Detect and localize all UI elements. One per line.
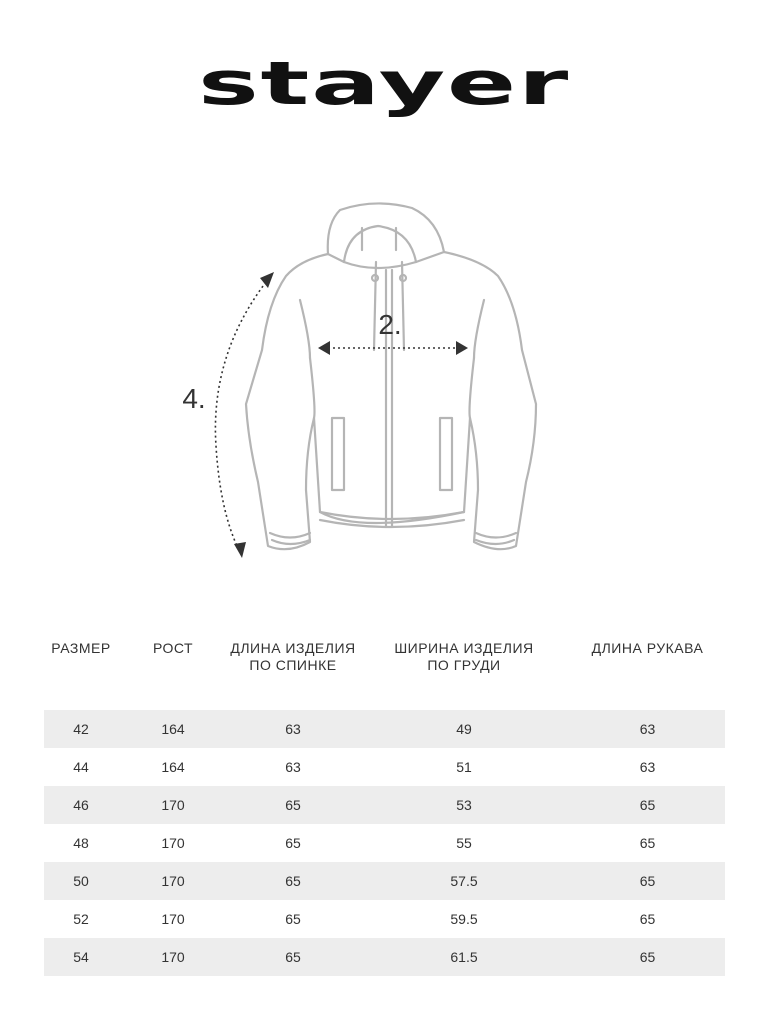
cell-chest-width: 53 <box>456 797 472 813</box>
cell-height: 170 <box>161 835 185 851</box>
cell-size: 44 <box>73 759 89 775</box>
size-table <box>44 640 725 976</box>
sleeve-length-arrow <box>215 272 274 558</box>
cell-height: 164 <box>161 721 185 737</box>
header-height: РОСТ <box>152 640 194 656</box>
cell-size: 52 <box>73 911 89 927</box>
brand-logo <box>196 56 572 126</box>
sleeve-callout-label: 4. <box>182 383 206 414</box>
cell-height: 170 <box>161 949 185 965</box>
cell-back-length: 63 <box>285 721 301 737</box>
cell-sleeve-length: 65 <box>639 797 656 813</box>
header-size: РАЗМЕР <box>51 640 111 656</box>
cell-sleeve-length: 63 <box>639 759 656 775</box>
jacket-diagram <box>160 190 580 580</box>
cell-back-length: 65 <box>285 911 301 927</box>
cell-sleeve-length: 65 <box>639 911 656 927</box>
cell-back-length: 65 <box>285 835 301 851</box>
table-row <box>44 900 725 938</box>
cell-height: 170 <box>161 797 185 813</box>
cell-back-length: 65 <box>285 949 301 965</box>
cell-size: 54 <box>73 949 89 965</box>
table-body <box>44 710 725 976</box>
header-chest-width: ШИРИНА ИЗДЕЛИЯ ПО ГРУДИ <box>394 640 534 673</box>
table-row <box>44 938 725 976</box>
cell-sleeve-length: 65 <box>639 873 656 889</box>
header-sleeve-length: ДЛИНА РУКАВА <box>591 640 704 656</box>
cell-chest-width: 55 <box>456 835 472 851</box>
cell-sleeve-length: 65 <box>639 949 656 965</box>
stayer-logo-icon <box>196 56 572 126</box>
cell-chest-width: 61.5 <box>450 949 478 965</box>
table-row <box>44 710 725 748</box>
cell-size: 42 <box>73 721 89 737</box>
cell-back-length: 65 <box>285 873 301 889</box>
cell-chest-width: 57.5 <box>450 873 478 889</box>
cell-chest-width: 49 <box>456 721 472 737</box>
cell-height: 164 <box>161 759 185 775</box>
cell-height: 170 <box>161 911 185 927</box>
cell-sleeve-length: 63 <box>639 721 656 737</box>
table-row <box>44 786 725 824</box>
chest-callout-label: 2. <box>378 309 402 340</box>
cell-sleeve-length: 65 <box>639 835 656 851</box>
table-row <box>44 824 725 862</box>
cell-size: 48 <box>73 835 89 851</box>
brand-wordmark: stayer <box>198 56 570 119</box>
cell-chest-width: 59.5 <box>450 911 478 927</box>
cell-chest-width: 51 <box>456 759 472 775</box>
cell-size: 46 <box>73 797 89 813</box>
jacket-outline-icon <box>160 190 580 580</box>
table-header-row <box>44 640 725 710</box>
cell-size: 50 <box>73 873 89 889</box>
header-back-length: ДЛИНА ИЗДЕЛИЯ ПО СПИНКЕ <box>230 640 356 673</box>
cell-back-length: 65 <box>285 797 301 813</box>
table-row <box>44 748 725 786</box>
table-row <box>44 862 725 900</box>
cell-back-length: 63 <box>285 759 301 775</box>
cell-height: 170 <box>161 873 185 889</box>
